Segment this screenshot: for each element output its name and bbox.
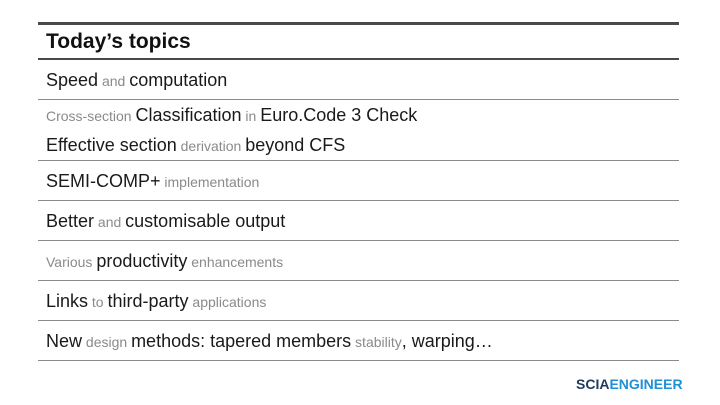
scia-engineer-logo bbox=[576, 376, 683, 392]
topic-line bbox=[46, 166, 679, 196]
topic-connector: stability bbox=[351, 333, 402, 350]
topic-line bbox=[46, 130, 679, 160]
topic-connector: to bbox=[88, 293, 108, 310]
topic-item bbox=[38, 281, 679, 321]
topic-keyword: Euro.Code 3 Check bbox=[260, 105, 418, 125]
topic-connector: implementation bbox=[160, 173, 260, 190]
topic-connector: derivation bbox=[176, 138, 246, 154]
topic-connector: Various bbox=[46, 253, 97, 270]
topic-list bbox=[38, 60, 679, 361]
title-bar bbox=[38, 22, 679, 60]
topic-keyword: Speed bbox=[46, 69, 99, 90]
topic-line bbox=[46, 246, 679, 276]
topic-item bbox=[38, 241, 679, 281]
topic-keyword: Links bbox=[46, 290, 89, 311]
logo-text-scia: SCIA bbox=[576, 376, 610, 392]
topic-keyword: beyond CFS bbox=[245, 135, 346, 155]
topic-item bbox=[38, 201, 679, 241]
topic-item bbox=[38, 161, 679, 201]
slide bbox=[38, 22, 679, 361]
topic-keyword: Better bbox=[46, 210, 95, 231]
topic-keyword: Classification bbox=[135, 105, 242, 125]
topic-connector: in bbox=[241, 108, 261, 124]
topic-keyword: computation bbox=[129, 69, 228, 90]
topic-item bbox=[38, 60, 679, 100]
topic-keyword: productivity bbox=[96, 250, 188, 271]
topic-line bbox=[46, 206, 679, 236]
topic-keyword: customisable output bbox=[125, 210, 286, 231]
topic-connector: and bbox=[94, 213, 126, 230]
topic-keyword: methods: tapered members bbox=[131, 330, 352, 351]
topic-connector: enhancements bbox=[187, 253, 284, 270]
topic-keyword: , warping… bbox=[401, 330, 493, 351]
topic-connector: design bbox=[82, 333, 132, 350]
topic-connector: Cross-section bbox=[46, 108, 136, 124]
topic-line bbox=[46, 326, 679, 356]
topic-keyword: SEMI-COMP+ bbox=[46, 170, 161, 191]
topic-connector: and bbox=[98, 72, 130, 89]
topic-line bbox=[46, 100, 679, 130]
topic-line bbox=[46, 65, 679, 95]
logo-text-engineer: ENGINEER bbox=[609, 376, 683, 392]
topic-keyword: Effective section bbox=[46, 135, 177, 155]
slide-title: Today’s topics bbox=[46, 29, 191, 53]
topic-item bbox=[38, 321, 679, 361]
topic-item bbox=[38, 100, 679, 161]
topic-connector: applications bbox=[188, 293, 267, 310]
topic-keyword: third-party bbox=[107, 290, 189, 311]
topic-keyword: New bbox=[46, 330, 83, 351]
topic-line bbox=[46, 286, 679, 316]
